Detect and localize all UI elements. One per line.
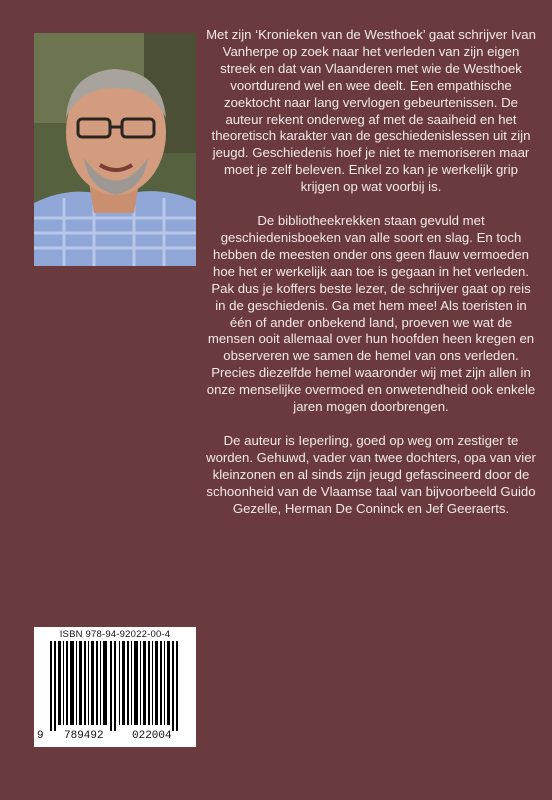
ean-digits-right: 022004 xyxy=(132,730,172,742)
author-portrait-icon xyxy=(34,33,196,266)
blurb-paragraph-1: Met zijn ‘Kronieken van de Westhoek’ gaat schrijver Ivan Vanherpe op zoek naar het verleden van zijn eigen streek en dat van Vlaanderen met wie de Westhoek voortdurend wel en wee deelt. Een empathische zoektocht naar lang vervlogen gebeurtenissen. De auteur rekent onderweg af met de saaiheid en het theoretisch karakter van de geschiedenislessen uit zijn jeugd. Geschiedenis hoef je niet te memoriseren maar moet je zelf beleven. Enkel zo kan je werkelijk grip krijgen op wat voorbij is. xyxy=(206,27,536,195)
ean-digits-left: 789492 xyxy=(64,730,104,742)
ean-digit-first: 9 xyxy=(37,730,44,742)
isbn-barcode xyxy=(34,627,196,747)
author-photo xyxy=(34,33,196,266)
blurb-paragraph-2: De bibliotheekrekken staan gevuld met geschiedenisboeken van alle soort en slag. En toch hebben de meesten onder ons geen flauw vermoeden hoe het er werkelijk aan toe is gegaan in het verleden. Pak dus je koffers beste lezer, de schrijver gaat op reis in de geschiedenis. Ga met hem mee! Als toeristen in één of ander onbekend land, proeven we wat de mensen ooit allemaal over hun hoofden heen kregen en observeren we samen de hemel van ons verleden. Precies diezelfde hemel waaronder wij met zijn allen in onze menselijke overmoed en onwetendheid ook enkele jaren mogen doorbrengen. xyxy=(206,213,536,415)
barcode-bars-icon xyxy=(40,641,190,731)
blurb-paragraph-3: De auteur is Ieperling, goed op weg om zestiger te worden. Gehuwd, vader van twee dochters, opa van vier kleinzonen en al sinds zijn jeugd gefascineerd door de schoonheid van de Vlaamse taal van bijvoorbeeld Guido Gezelle, Herman De Coninck en Jef Geeraerts. xyxy=(206,432,536,516)
blurb-text xyxy=(206,27,536,534)
isbn-label: ISBN 978-94-92022-00-4 xyxy=(59,629,171,640)
